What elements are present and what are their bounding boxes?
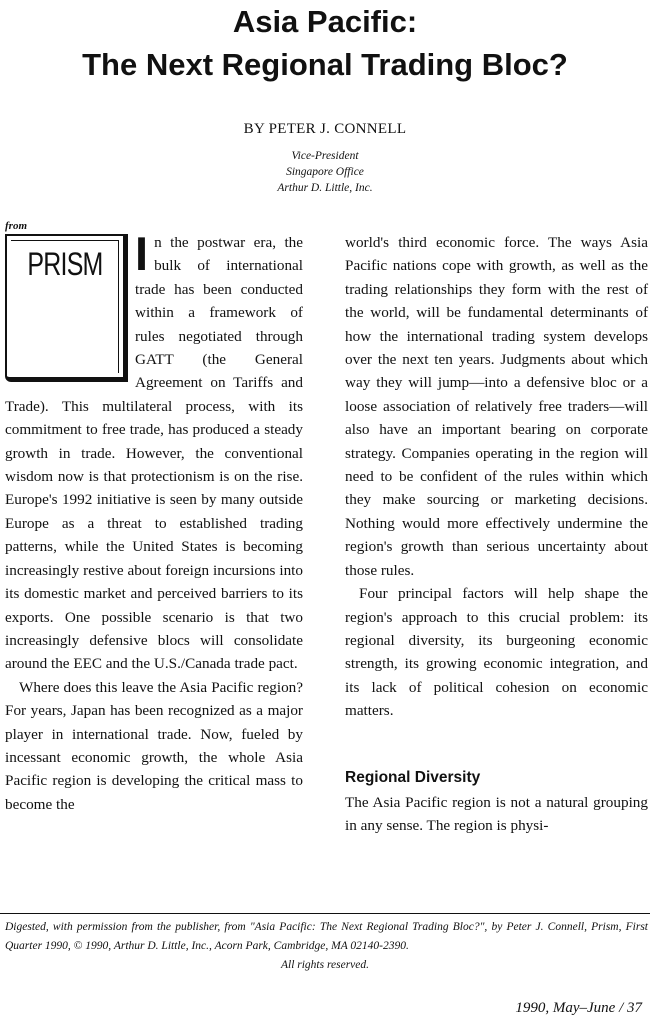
left-column	[5, 227, 303, 816]
article-title	[0, 0, 650, 86]
page-folio: 1990, May–June / 37	[515, 1000, 642, 1016]
body-paragraph: The Asia Pacific region is not a natural grouping in any sense. The region is physi-	[345, 793, 648, 834]
prism-logo-text: PRISM	[27, 246, 103, 282]
author-affiliation	[0, 148, 650, 196]
footnote-rights: All rights reserved.	[280, 959, 370, 971]
right-column	[345, 231, 648, 837]
title-line-2: The Next Regional Trading Bloc?	[82, 47, 568, 82]
section-heading: Regional Diversity	[345, 768, 481, 786]
byline: BY PETER J. CONNELL	[243, 121, 407, 137]
logo-space	[5, 231, 135, 391]
footnote: Digested, with permission from the publisher, from "Asia Pacific: The Next Regional Trading Bloc?", by Peter J. Connell, Prism, First Quarter 1990, © 1990, Arthur D. Little, Inc., Acorn Park, Cambridge, MA 02140-2390.	[5, 921, 648, 952]
footnote-divider	[0, 913, 650, 914]
author-office: Singapore Office	[286, 166, 364, 178]
body-paragraph: n the postwar era, the bulk of international trade has been conducted within a framework of rules negotiated through GATT (the General Agreement on Tariffs and Trade). This multilateral process, with its commitment to free trade, has produced a steady growth in trade. However, the conventional wisdom now is that protectionism is on the rise. Europe's 1992 initiative is seen by many outside Europe as a threat to established trading patterns, while the United States is becoming increasingly restive about foreign incursions into its domestic market and perceived barriers to its exports. One possible scenario is that two increasingly defensive blocs will consolidate around the EEC and the U.S./Canada trade pact.	[5, 234, 303, 673]
body-paragraph: Where does this leave the Asia Pacific region? For years, Japan has been recognized as a major player in international trade. Now, fueled by incessant economic growth, the whole Asia Pacific region is developing the critical mass to become the	[5, 678, 303, 813]
author-role: Vice-President	[291, 150, 359, 162]
title-line-1: Asia Pacific:	[232, 4, 418, 39]
drop-cap: I	[135, 227, 149, 280]
author-company: Arthur D. Little, Inc.	[277, 182, 373, 194]
source-label: from	[5, 220, 27, 232]
body-paragraph: Four principal factors will help shape the region's approach to this crucial problem: its regional diversity, its burgeoning economic strength, its growing economic integration, and its lack of political cohesion on economic matters.	[345, 585, 648, 720]
body-paragraph: world's third economic force. The ways Asia Pacific nations cope with growth, as well as the trading relationships they form with the rest of the world, will be fundamental determinants of how the international trading system develops over the next ten years. Judgments about which way they will jump—into a defensive bloc or a loose association of relatively free traders—will also have an important bearing on corporate strategy. Companies operating in the region will need to be confident of the rules within which they make sourcing or marketing decisions. Nothing would more effectively undermine the region's growth than serious uncertainty about those rules.	[345, 234, 648, 579]
